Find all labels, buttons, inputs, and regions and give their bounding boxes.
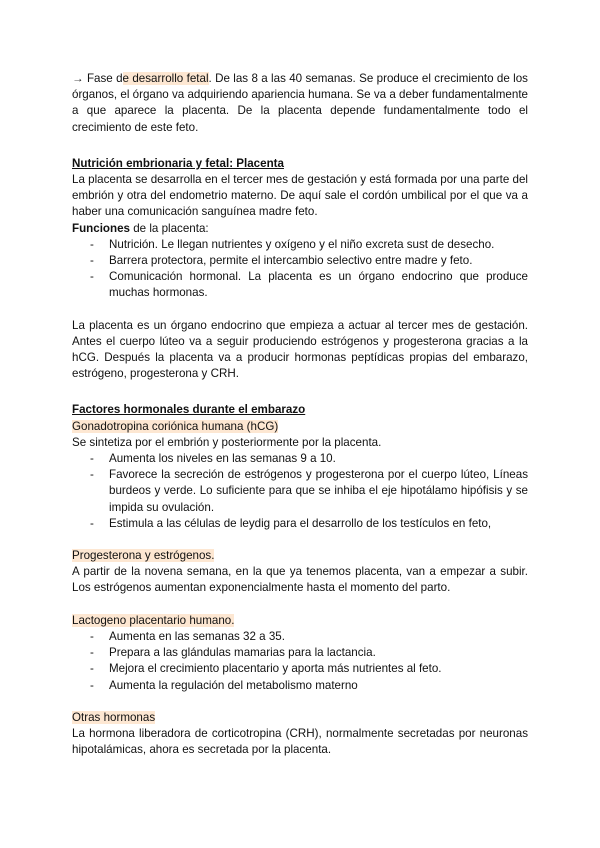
lactogeno-title: Lactogeno placentario humano. (72, 613, 235, 627)
heading-factores: Factores hormonales durante el embarazo (72, 403, 306, 417)
hcg-title: Gonadotropina coriónica humana (hCG) (72, 419, 279, 433)
funciones-rest: de la placenta: (129, 221, 209, 235)
funciones-bold: Funciones (72, 221, 130, 235)
list-item: - Aumenta la regulación del metabolismo materno (72, 678, 528, 694)
lactogeno-list (72, 629, 528, 694)
progesterona-title: Progesterona y estrógenos. (72, 549, 215, 563)
document-page (72, 71, 528, 758)
list-item: - Estimula a las células de leydig para el desarrollo de los testículos en feto, (72, 516, 528, 532)
list-item: - Prepara a las glándulas mamarias para la lactancia. (72, 645, 528, 661)
hcg-list (72, 451, 528, 532)
list-item: - Favorece la secreción de estrógenos y progesterona por el cuerpo lúteo, Líneas burdeos y verde. Lo suficiente para que se inhiba el eje hipotálamo hipófisis y se impida su ovulación. (72, 467, 528, 516)
list-item: - Aumenta los niveles en las semanas 9 a 10. (72, 451, 528, 467)
placenta-endocrino-paragraph: La placenta es un órgano endocrino que empieza a actuar al tercer mes de gestación. Antes el cuerpo lúteo va a seguir produciendo estrógenos y progesterona gracias a la hCG. Después la placenta va a producir hormonas peptídicas propias del embarazo, estrógeno, progesterona y CRH. (72, 318, 528, 381)
list-item: - Aumenta en las semanas 32 a 35. (72, 629, 528, 645)
progesterona-paragraph: A partir de la novena semana, en la que ya tenemos placenta, van a empezar a subir. Los estrógenos aumentan exponencialmente hasta el momento del parto. (72, 565, 528, 595)
otras-title: Otras hormonas (72, 710, 156, 724)
funciones-list (72, 237, 528, 302)
list-item: - Barrera protectora, permite el intercambio selectivo entre madre y feto. (72, 253, 528, 269)
hcg-intro: Se sintetiza por el embrión y posteriormente por la placenta. (72, 435, 382, 449)
intro-highlight: e desarrollo fetal (122, 72, 209, 85)
intro-rest: . De las 8 a las 40 semanas. Se produce el crecimiento de los órganos, el órgano va adquiriendo apariencia humana. Se va a deber fundamentalmente a que aparece la placenta. De la placenta depende fundamentalmente todo el crecimiento de este feto. (72, 72, 528, 134)
list-item: - Comunicación hormonal. La placenta es un órgano endocrino que produce muchas hormonas. (72, 269, 528, 301)
list-item: - Mejora el crecimiento placentario y aporta más nutrientes al feto. (72, 661, 528, 677)
nutricion-paragraph: La placenta se desarrolla en el tercer mes de gestación y está formada por una parte del embrión y otra del endometrio materno. De aquí sale el cordón umbilical por el que va a haber una comunicación sanguínea madre feto. (72, 173, 528, 219)
list-item: - Nutrición. Le llegan nutrientes y oxígeno y el niño excreta sust de desecho. (72, 237, 528, 253)
intro-paragraph (72, 71, 528, 136)
funciones-line (72, 221, 528, 237)
heading-nutricion: Nutrición embrionaria y fetal: Placenta (72, 156, 284, 170)
intro-arrow: → Fase d (72, 72, 123, 85)
otras-paragraph: La hormona liberadora de corticotropina (CRH), normalmente secretadas por neuronas hipotalámicas, ahora es secretada por la placenta. (72, 726, 528, 757)
